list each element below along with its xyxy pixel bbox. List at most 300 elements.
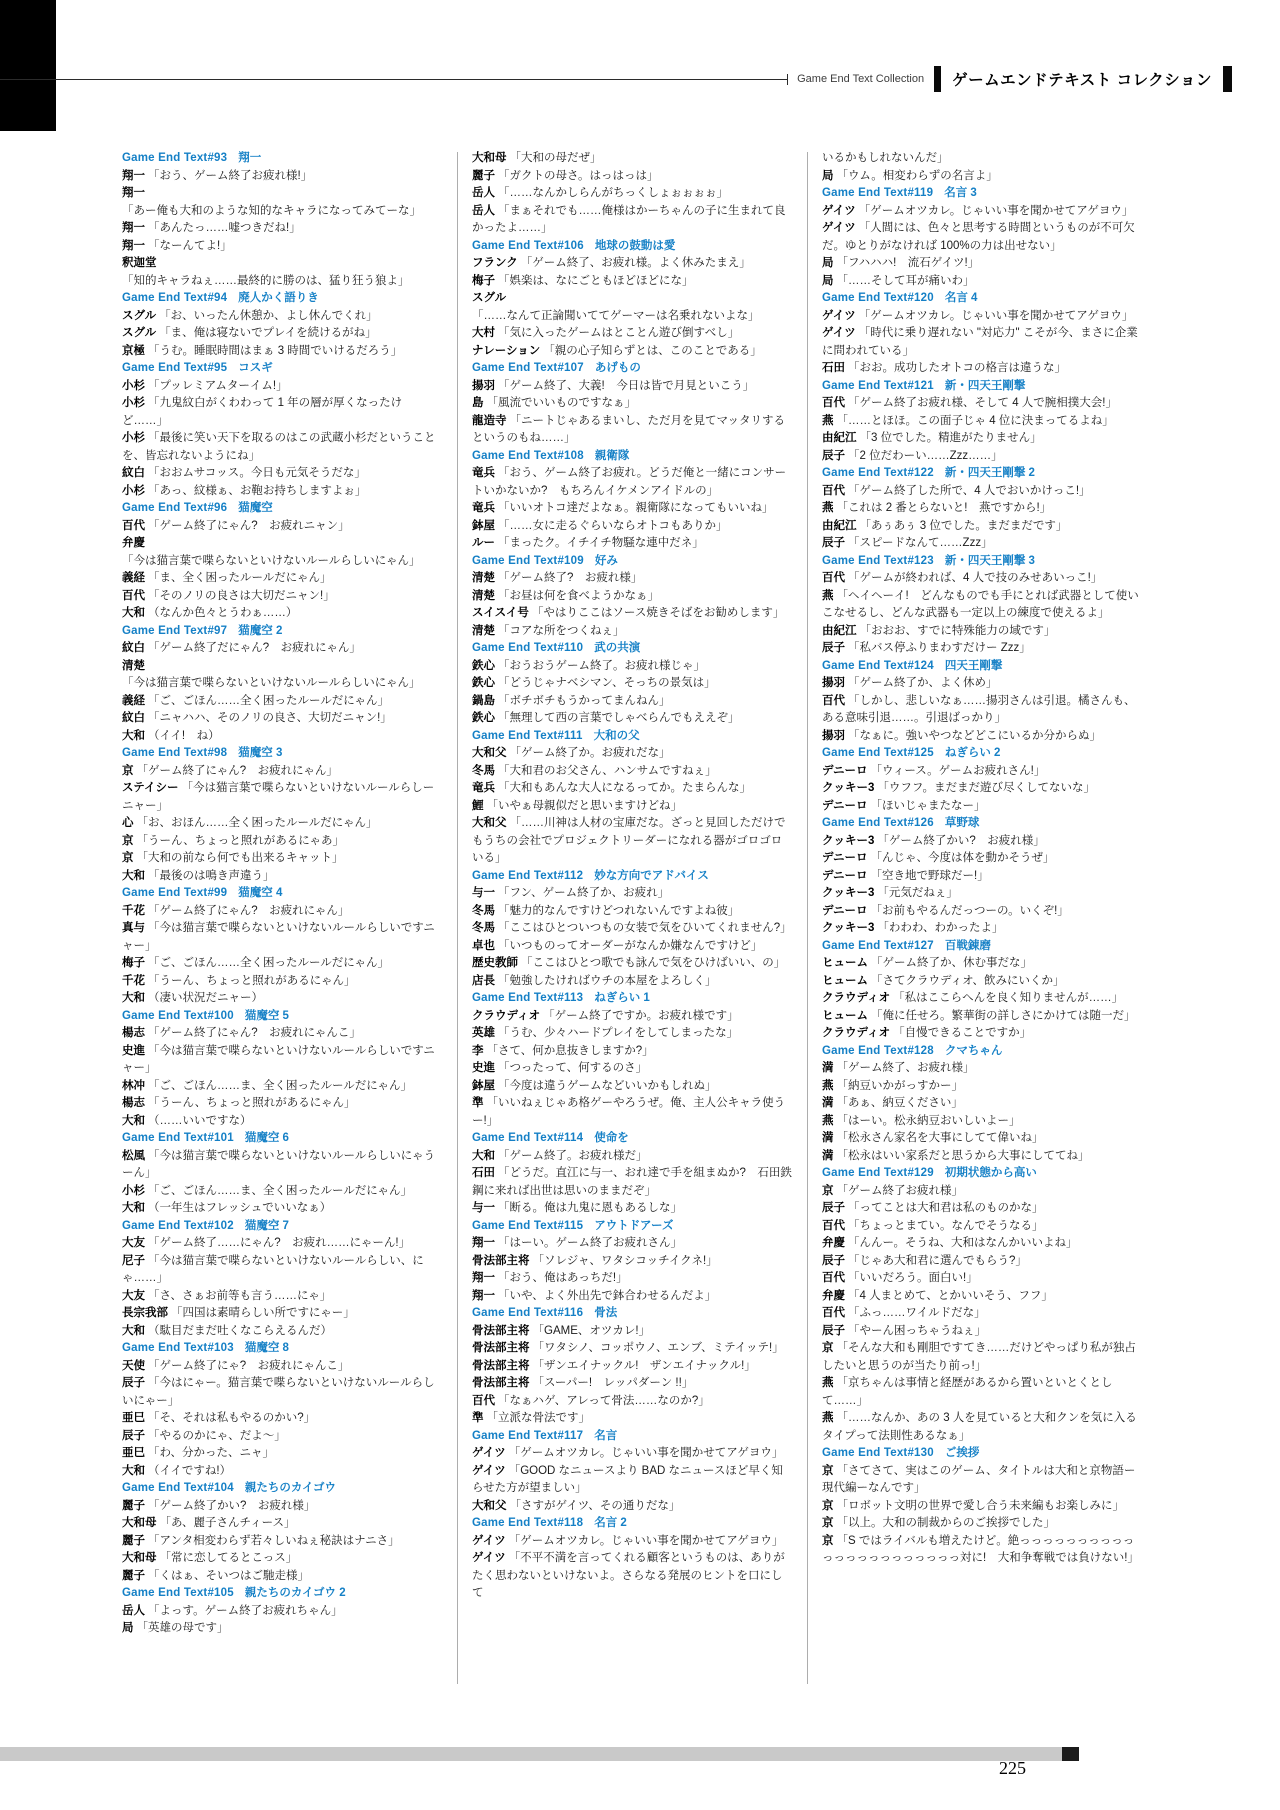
speaker-name: 麗子 <box>122 1534 145 1547</box>
section-number: Game End Text#109 <box>472 554 584 567</box>
speaker-name: 満 <box>822 1132 834 1144</box>
dialogue-line <box>122 728 442 746</box>
section-number: Game End Text#113 <box>472 992 584 1004</box>
speaker-name: 辰子 <box>822 449 845 462</box>
section-title: 妙な方向でアドバイス <box>594 869 709 882</box>
section-number: Game End Text#115 <box>472 1219 584 1232</box>
speaker-name: 京 <box>822 1342 834 1354</box>
speaker-name: 大和父 <box>472 747 507 759</box>
section-header <box>822 553 1142 571</box>
speaker-name: 歴史教師 <box>472 957 518 969</box>
text-column-1 <box>122 150 442 1638</box>
section-title: 親たちのカイゴウ 2 <box>244 1587 346 1599</box>
speaker-name: 紋白 <box>122 467 145 479</box>
dialogue-text: 「ご、ごほん……全く困ったルールだにゃん」 <box>148 694 390 707</box>
speaker-name: クラウディオ <box>472 1009 541 1022</box>
speaker-name: 亜巳 <box>122 1447 145 1459</box>
section-header <box>472 1515 792 1533</box>
dialogue-line <box>472 378 792 396</box>
dialogue-line <box>822 1323 1142 1341</box>
speaker-name: 骨法部主将 <box>472 1377 530 1389</box>
dialogue-text: 「以上。大和の制裁からのご挨拶でした」 <box>836 1517 1055 1529</box>
speaker-name: 紋白 <box>122 642 145 654</box>
dialogue-text: 「お、おほん……全く困ったルールだにゃん」 <box>136 817 378 829</box>
dialogue-line <box>822 1340 1142 1375</box>
section-header <box>472 1305 792 1323</box>
dialogue-line <box>822 990 1142 1008</box>
dialogue-line <box>822 430 1142 448</box>
dialogue-text: 「ボチボチもうかってまんねん」 <box>498 694 671 707</box>
dialogue-line <box>122 430 442 465</box>
dialogue-line <box>122 1095 442 1113</box>
section-title: 新・四天王剛撃 3 <box>944 554 1035 567</box>
section-number: Game End Text#119 <box>822 187 934 199</box>
speaker-name: 百代 <box>122 519 145 532</box>
dialogue-text: 「立派な骨法です」 <box>486 1412 590 1424</box>
section-title: 名言 3 <box>944 187 977 199</box>
dialogue-text: 「大和君のお父さん、ハンサムですねぇ」 <box>498 764 717 777</box>
speaker-name: 辰子 <box>822 1254 845 1267</box>
section-title: 使命を <box>594 1132 629 1144</box>
section-header <box>472 1218 792 1236</box>
dialogue-line <box>472 1533 792 1551</box>
section-title: 猫魔空 <box>238 502 273 514</box>
dialogue-text: 「じゃあ大和君に選んでもらう?」 <box>848 1254 1027 1267</box>
speaker-name: 大和 <box>122 1202 145 1214</box>
dialogue-line <box>472 1270 792 1288</box>
dialogue-line <box>472 255 792 273</box>
dialogue-text: 「やーん困っちゃうねぇ」 <box>848 1324 986 1337</box>
dialogue-line <box>122 378 442 396</box>
speaker-name: 大和 <box>122 869 145 882</box>
dialogue-line <box>122 395 442 430</box>
dialogue-line <box>122 1428 442 1446</box>
section-number: Game End Text#99 <box>122 887 228 899</box>
dialogue-text: 「ソレジャ、ワタシコッチイクネ!」 <box>532 1254 718 1267</box>
dialogue-line <box>472 710 792 728</box>
section-header <box>122 500 442 518</box>
dialogue-line <box>822 1060 1142 1078</box>
section-title: コスギ <box>238 362 273 374</box>
dialogue-text: 「私はここらへんを良く知りませんが……」 <box>893 992 1124 1004</box>
dialogue-text: 「そ、それは私もやるのかい?」 <box>148 1412 316 1424</box>
dialogue-text: 「どうじゃナベシマン、そっちの景気は」 <box>498 677 716 689</box>
dialogue-line <box>122 1235 442 1253</box>
section-header <box>472 640 792 658</box>
dialogue-text: 「英雄の母です」 <box>136 1622 229 1634</box>
dialogue-text: 「ウフフ。まだまだ遊び尽くしてないな」 <box>877 782 1095 794</box>
section-number: Game End Text#110 <box>472 642 584 654</box>
dialogue-text: 「スピードなんて……Zzz」 <box>848 537 993 549</box>
dialogue-text: 「あぁ、納豆ください」 <box>836 1097 963 1109</box>
dialogue-line <box>822 1148 1142 1166</box>
section-title: 猫魔空 4 <box>238 887 283 899</box>
dialogue-text: 「風流でいいものですなぁ」 <box>486 397 636 409</box>
section-number: Game End Text#93 <box>122 152 228 164</box>
speaker-name: スイスイ号 <box>472 607 529 619</box>
dialogue-text: 「気に入ったゲームはとことん遊び倒すべし」 <box>498 327 740 339</box>
dialogue-line <box>822 1078 1142 1096</box>
dialogue-text: 「ゲーム終了にゃ? お疲れにゃんこ」 <box>148 1359 350 1372</box>
dialogue-line <box>122 903 442 921</box>
speaker-name: スグル <box>122 327 157 339</box>
speaker-name: ゲイツ <box>472 1464 506 1477</box>
speaker-name: 燕 <box>822 589 834 602</box>
speaker-name: 局 <box>822 274 834 287</box>
speaker-name: 満 <box>822 1062 834 1074</box>
dialogue-text: 「3 位でした。精進がたりません」 <box>859 432 1042 444</box>
dialogue-text: 「自慢できることですか」 <box>893 1027 1032 1039</box>
dialogue-text: 「ゲーム終了した所で、4 人でおいかけっこ!」 <box>848 484 1091 497</box>
speaker-name: 梅子 <box>122 957 145 969</box>
dialogue-text: 「なぁに。強いやつなどどこにいるか分からぬ」 <box>848 729 1101 742</box>
dialogue-text: 「はーい。ゲーム終了お疲れさん」 <box>498 1237 682 1249</box>
dialogue-line <box>822 868 1142 886</box>
speaker-name: 麗子 <box>122 1499 145 1512</box>
speaker-name: 翔一 <box>472 1289 495 1302</box>
section-header <box>822 745 1142 763</box>
dialogue-text: 「ゲーム終了お疲れ様、そして 4 人で腕相撲大会!」 <box>848 397 1117 409</box>
section-title: 四天王剛撃 <box>944 659 1003 672</box>
dialogue-line <box>122 1568 442 1586</box>
section-title: ねぎらい 2 <box>944 747 1001 759</box>
dialogue-line <box>472 1165 792 1200</box>
speaker-name: 辰子 <box>122 1429 145 1442</box>
dialogue-text: 「……なんて正論聞いててゲーマーは名乗れないよな」 <box>472 309 760 322</box>
section-header <box>122 885 442 903</box>
section-title: 百戦錬磨 <box>944 939 991 952</box>
dialogue-line <box>122 325 442 343</box>
dialogue-line <box>122 185 442 220</box>
speaker-name: デニーロ <box>822 852 868 864</box>
speaker-name: 麗子 <box>122 1569 145 1582</box>
dialogue-line <box>122 850 442 868</box>
dialogue-line <box>122 780 442 815</box>
section-title: クマちゃん <box>944 1044 1003 1057</box>
section-number: Game End Text#122 <box>822 467 934 479</box>
dialogue-text: 「まったク。イチイチ物騒な連中だネ」 <box>498 537 704 549</box>
section-number: Game End Text#97 <box>122 624 228 637</box>
dialogue-text: 「大和もあんな大人になるってか。たまらんな」 <box>498 782 751 794</box>
dialogue-line <box>822 1025 1142 1043</box>
speaker-name: 燕 <box>822 414 834 427</box>
speaker-name: 鉄心 <box>472 659 495 672</box>
dialogue-line <box>122 833 442 851</box>
dialogue-line <box>822 273 1142 291</box>
section-number: Game End Text#106 <box>472 239 584 252</box>
speaker-name: 冬馬 <box>472 764 495 777</box>
dialogue-line <box>122 483 442 501</box>
speaker-name: クラウディオ <box>822 1027 891 1039</box>
column-divider-1 <box>457 152 458 1684</box>
speaker-name: 百代 <box>822 694 845 707</box>
section-header <box>822 290 1142 308</box>
dialogue-line <box>122 518 442 536</box>
speaker-name: 大友 <box>122 1237 145 1249</box>
section-number: Game End Text#114 <box>472 1132 584 1144</box>
dialogue-line <box>122 1148 442 1183</box>
dialogue-text: 「あぅあぅ 3 位でした。まだまだです」 <box>859 519 1068 532</box>
dialogue-text: 「ご、ごほん……全く困ったルールだにゃん」 <box>148 957 390 969</box>
dialogue-text: 「ゲーム終了、お疲れ様。よく休みたまえ」 <box>520 257 751 269</box>
dialogue-text: 「アンタ相変わらず若々しいねぇ秘訣はナニさ」 <box>148 1534 400 1547</box>
speaker-name: ヒューム <box>822 1009 868 1022</box>
dialogue-text: 「さ、さぁお前等も言う……にゃ」 <box>148 1289 332 1302</box>
dialogue-line <box>822 1410 1142 1445</box>
dialogue-text: 「なぁハゲ、アレって骨法……なのか?」 <box>498 1394 710 1407</box>
footer-rule <box>0 1747 1062 1761</box>
speaker-name: 準 <box>472 1097 484 1109</box>
speaker-name: デニーロ <box>822 869 868 882</box>
section-title: あげもの <box>594 362 641 374</box>
speaker-name: デニーロ <box>822 904 868 917</box>
dialogue-line <box>472 1340 792 1358</box>
dialogue-text: 「大和の前なら何でも出来るキャット」 <box>136 852 344 864</box>
dialogue-line <box>122 168 442 186</box>
dialogue-line <box>822 220 1142 255</box>
speaker-name: 冬馬 <box>472 922 495 934</box>
dialogue-line <box>472 1235 792 1253</box>
dialogue-line <box>472 605 792 623</box>
dialogue-line <box>822 623 1142 641</box>
dialogue-text: 「ウィース。ゲームお疲れさん!」 <box>870 764 1046 777</box>
dialogue-text: 「今度は違うゲームなどいいかもしれぬ」 <box>498 1079 717 1092</box>
speaker-name: 大和父 <box>472 1499 507 1512</box>
speaker-name: クッキー3 <box>822 782 875 794</box>
section-title: 新・四天王剛撃 <box>944 379 1026 392</box>
section-title: 猫魔空 5 <box>244 1009 289 1022</box>
dialogue-line <box>122 1375 442 1410</box>
dialogue-line <box>822 1235 1142 1253</box>
section-header <box>822 378 1142 396</box>
dialogue-line <box>822 588 1142 623</box>
speaker-name: ルー <box>472 537 495 549</box>
speaker-name: 島 <box>472 397 484 409</box>
section-number: Game End Text#125 <box>822 747 934 759</box>
section-number: Game End Text#120 <box>822 292 934 304</box>
dialogue-text: 「あー俺も大和のような知的なキャラになってみてーな」 <box>122 204 421 217</box>
speaker-name: ゲイツ <box>472 1552 506 1564</box>
speaker-name: 長宗我部 <box>122 1307 168 1319</box>
section-header <box>122 623 442 641</box>
section-header <box>122 290 442 308</box>
section-number: Game End Text#96 <box>122 502 228 514</box>
speaker-name: 亜巳 <box>122 1412 145 1424</box>
dialogue-line <box>472 343 792 361</box>
footer-rule-end-block <box>1062 1747 1079 1761</box>
speaker-name: 翔一 <box>122 187 145 199</box>
dialogue-line <box>122 605 442 623</box>
dialogue-line <box>122 1253 442 1288</box>
dialogue-text: 「さすがゲイツ、その通りだな」 <box>509 1499 681 1512</box>
section-title: 翔一 <box>238 152 262 164</box>
speaker-name: 骨法部主将 <box>472 1324 530 1337</box>
header-label-en: Game End Text Collection <box>797 73 925 85</box>
section-title: 猫魔空 3 <box>238 747 283 759</box>
dialogue-line <box>822 1008 1142 1026</box>
dialogue-line <box>822 395 1142 413</box>
speaker-name: ステイシー <box>122 782 179 794</box>
dialogue-text: 「さてクラウディオ、飲みにいくか」 <box>871 974 1065 987</box>
section-number: Game End Text#94 <box>122 292 228 304</box>
dialogue-text: 「無理して西の言葉でしゃべらんでもええぞ」 <box>498 712 740 724</box>
dialogue-line <box>122 1200 442 1218</box>
speaker-name: 千花 <box>122 974 145 987</box>
dialogue-line <box>472 1323 792 1341</box>
dialogue-line <box>122 1533 442 1551</box>
dialogue-line <box>122 1410 442 1428</box>
section-number: Game End Text#116 <box>472 1307 584 1319</box>
speaker-name: 大村 <box>472 327 495 339</box>
speaker-name: 満 <box>822 1097 834 1109</box>
dialogue-line <box>822 308 1142 326</box>
dialogue-line <box>822 203 1142 221</box>
dialogue-line <box>822 500 1142 518</box>
dialogue-text: 「今は猫言葉で喋らないといけないルールらしいにゃん」 <box>122 554 421 567</box>
dialogue-text: 「九鬼紋白がくわわって 1 年の層が厚くなったけど……」 <box>122 397 403 427</box>
speaker-name: 京 <box>822 1184 834 1197</box>
dialogue-line <box>822 1375 1142 1410</box>
section-number: Game End Text#103 <box>122 1342 234 1354</box>
dialogue-line <box>822 833 1142 851</box>
dialogue-line <box>472 1060 792 1078</box>
page-header <box>0 64 1232 94</box>
dialogue-line <box>122 1025 442 1043</box>
speaker-name: 鉄心 <box>472 712 495 724</box>
speaker-name: 楊志 <box>122 1027 145 1039</box>
dialogue-text: 「ってことは大和君は私のものかな」 <box>848 1202 1044 1214</box>
speaker-name: 燕 <box>822 1079 834 1092</box>
speaker-name: デニーロ <box>822 764 868 777</box>
speaker-name: 尼子 <box>122 1254 145 1267</box>
speaker-name: ゲイツ <box>822 327 856 339</box>
section-header <box>822 185 1142 203</box>
dialogue-text: 「4 人まとめて、とかいいそう、フフ」 <box>848 1289 1053 1302</box>
dialogue-text: 「ゲーム終了か、休む事だな」 <box>871 957 1032 969</box>
dialogue-line <box>822 1288 1142 1306</box>
speaker-name: 李 <box>472 1044 484 1057</box>
dialogue-line <box>822 780 1142 798</box>
section-title: 骨法 <box>594 1307 618 1319</box>
text-column-2 <box>472 150 792 1638</box>
dialogue-line <box>472 938 792 956</box>
speaker-name: 揚羽 <box>822 729 845 742</box>
dialogue-text: 「わわわ、わかったよ」 <box>877 922 1004 934</box>
speaker-name: 弁慶 <box>822 1289 845 1302</box>
speaker-name: 骨法部主将 <box>472 1254 530 1267</box>
dialogue-text: 「やはりここはソース焼きそばをお勧めします」 <box>531 607 785 619</box>
dialogue-text: 「……とほほ。この面子じゃ 4 位に決まってるよね」 <box>836 414 1114 427</box>
speaker-name: 天使 <box>122 1359 145 1372</box>
speaker-name: 清楚 <box>122 659 145 672</box>
speaker-name: 大和 <box>122 1114 145 1127</box>
dialogue-line <box>472 1375 792 1393</box>
dialogue-text: 「これは 2 番とらないと! 燕ですから!」 <box>836 502 1052 514</box>
dialogue-text: 「よっす。ゲーム終了お疲れちゃん」 <box>148 1604 343 1617</box>
dialogue-text: 「今は猫言葉で喋らないといけないルールらしいですニャー」 <box>122 922 435 952</box>
dialogue-text: 「あっ、紋様ぁ、お鞄お持ちしますよぉ」 <box>148 484 367 497</box>
dialogue-text: 「わ、分かった、ニャ」 <box>148 1447 275 1459</box>
dialogue-line <box>822 448 1142 466</box>
section-header <box>822 658 1142 676</box>
section-title: 親衛隊 <box>594 449 630 462</box>
speaker-name: 百代 <box>822 1307 845 1319</box>
dialogue-text: 「おう、俺はあっちだ!」 <box>498 1272 628 1284</box>
speaker-name: 由紀江 <box>822 624 857 637</box>
dialogue-line <box>822 483 1142 501</box>
section-header <box>472 448 792 466</box>
column-divider-2 <box>807 152 808 1684</box>
dialogue-line <box>822 413 1142 431</box>
dialogue-text: 「おおお、すでに特殊能力の域です」 <box>859 624 1056 637</box>
speaker-name: 翔一 <box>122 239 145 252</box>
dialogue-text: 「ゲーム終了か。お疲れだな」 <box>509 747 671 759</box>
dialogue-line <box>472 570 792 588</box>
section-number: Game End Text#117 <box>472 1429 584 1442</box>
dialogue-text: 「フハハハ! 流石ゲイツ!」 <box>836 257 980 269</box>
dialogue-text: 「うーん、ちょっと照れがあるにゃあ」 <box>136 834 344 847</box>
speaker-name: 百代 <box>822 1219 845 1232</box>
dialogue-line <box>122 238 442 256</box>
dialogue-text: 「つったって、何するのさ」 <box>498 1062 648 1074</box>
section-header <box>122 745 442 763</box>
header-label-ja: ゲームエンドテキスト コレクション <box>952 72 1212 89</box>
speaker-name: 鯉 <box>472 799 484 812</box>
dialogue-line <box>472 500 792 518</box>
dialogue-text: 「断る。俺は九鬼に恩もあるしな」 <box>498 1202 682 1214</box>
speaker-name: 大和 <box>472 1149 495 1162</box>
dialogue-text: 「ヘイヘーイ! どんなものでも手にとれば武器として使いこなせるし、どんな武器も一定以上の練度で使えるよ」 <box>822 589 1139 619</box>
dialogue-text: 「ゲームオツカレ。じゃいい事を聞かせてアゲヨウ」 <box>858 309 1134 322</box>
section-number: Game End Text#129 <box>822 1167 934 1179</box>
section-header <box>472 238 792 256</box>
speaker-name: 辰子 <box>122 1377 145 1389</box>
dialogue-line <box>122 1113 442 1131</box>
dialogue-text: 「今は猫言葉で喋らないといけないルールらしいにゃん」 <box>122 677 421 689</box>
dialogue-text: 「あんたっ……嘘つきだね!」 <box>148 222 301 234</box>
dialogue-text: 「ゲーム終了かい? お疲れ様」 <box>877 834 1045 847</box>
dialogue-text: 「おうおうゲーム終了。お疲れ様じゃ」 <box>498 659 705 672</box>
dialogue-line <box>822 1463 1142 1498</box>
speaker-name: 麗子 <box>472 169 495 182</box>
dialogue-line <box>822 255 1142 273</box>
speaker-name: 真与 <box>122 922 145 934</box>
speaker-name: 燕 <box>822 1114 834 1127</box>
dialogue-text: 「……なんか、あの 3 人を見ていると大和クンを気に入るタイプって法則性あるなぁ」 <box>822 1412 1137 1442</box>
dialogue-line <box>122 1043 442 1078</box>
dialogue-line <box>822 920 1142 938</box>
dialogue-text: 「うーん、ちょっと照れがあるにゃん」 <box>148 1097 356 1109</box>
dialogue-text: 「ゲーム終了お疲れ様」 <box>836 1184 963 1197</box>
speaker-name: ゲイツ <box>472 1447 506 1459</box>
dialogue-text: 「ゲーム終了、大義! 今日は皆で月見といこう」 <box>498 379 755 392</box>
speaker-name: 清楚 <box>472 572 495 584</box>
dialogue-line <box>472 920 792 938</box>
dialogue-text: 「コアな所をつくねぇ」 <box>498 624 625 637</box>
dialogue-text: 「……女に走るぐらいならオトコもありか」 <box>498 519 728 532</box>
section-title: 廃人かく語りき <box>238 292 319 304</box>
text-column-3 <box>822 150 1142 1638</box>
dialogue-text: （一年生はフレッシュでいいなぁ） <box>148 1202 332 1214</box>
speaker-name: ゲイツ <box>472 1534 506 1547</box>
dialogue-line <box>822 570 1142 588</box>
speaker-name: ヒューム <box>822 974 868 987</box>
dialogue-line <box>822 168 1142 186</box>
dialogue-line <box>472 1550 792 1603</box>
section-header <box>122 1008 442 1026</box>
dialogue-line <box>122 973 442 991</box>
dialogue-line <box>472 1095 792 1130</box>
